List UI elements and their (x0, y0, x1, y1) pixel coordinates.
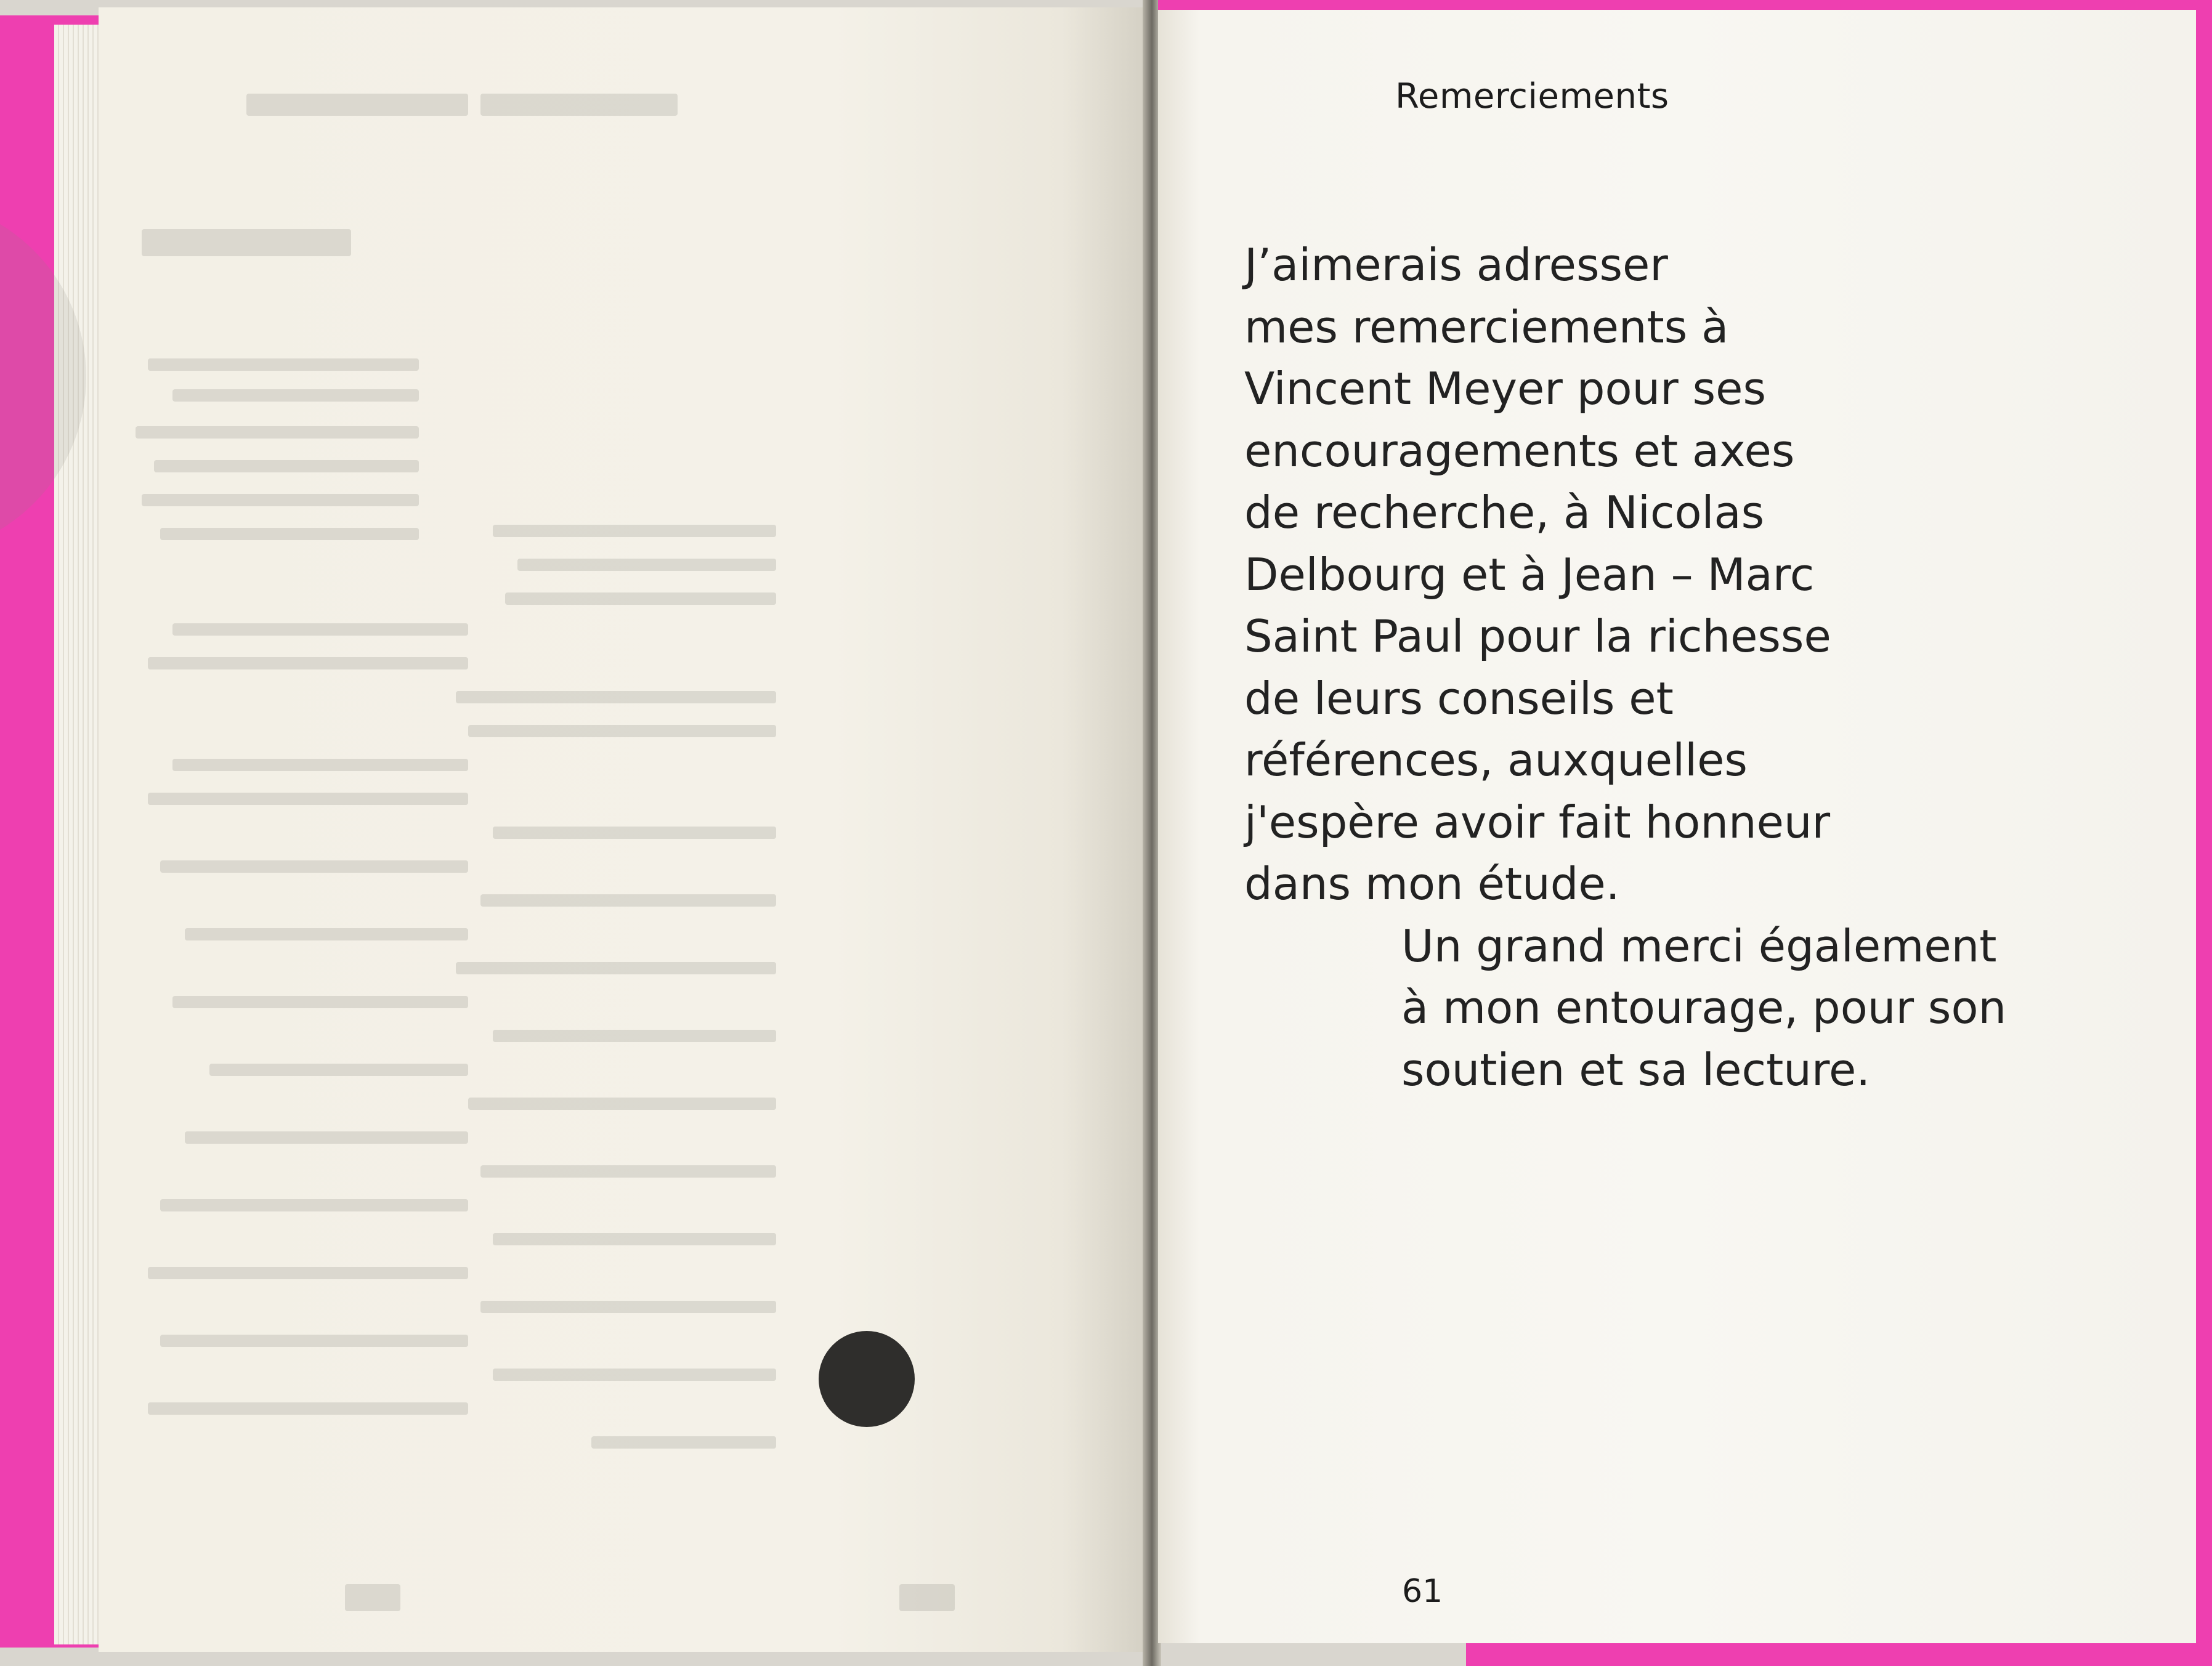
text-line: Saint Paul pour la richesse (1244, 610, 1831, 662)
left-page (99, 7, 1146, 1652)
text-line: à mon entourage, pour son (1401, 982, 2007, 1033)
pink-cover-top-edge (1158, 0, 2212, 10)
text-line: soutien et sa lecture. (1401, 1043, 1871, 1096)
pink-cover-bottom-edge (1466, 1643, 2212, 1666)
text-line: mes remerciements à (1244, 301, 1729, 353)
text-line: Un grand merci également (1401, 920, 1997, 972)
pink-cover-right-edge (2196, 0, 2212, 1666)
text-line: de leurs conseils et (1244, 672, 1674, 724)
text-line: dans mon étude. (1244, 858, 1620, 910)
text-line: Delbourg et à Jean – Marc (1244, 548, 1815, 600)
text-line: références, auxquelles (1244, 734, 1748, 786)
black-dot-marker (819, 1331, 915, 1427)
text-line: Vincent Meyer pour ses (1244, 363, 1766, 414)
page-number: 61 (1402, 1573, 1443, 1610)
text-line: J’aimerais adresser (1244, 239, 1668, 291)
acknowledgements-text (1244, 234, 2181, 1101)
text-line: de recherche, à Nicolas (1244, 487, 1765, 538)
page-block-edges (54, 25, 103, 1644)
text-line: j'espère avoir fait honneur (1244, 796, 1831, 848)
text-line: encouragements et axes (1244, 424, 1795, 477)
page-heading: Remerciements (1395, 76, 1669, 116)
